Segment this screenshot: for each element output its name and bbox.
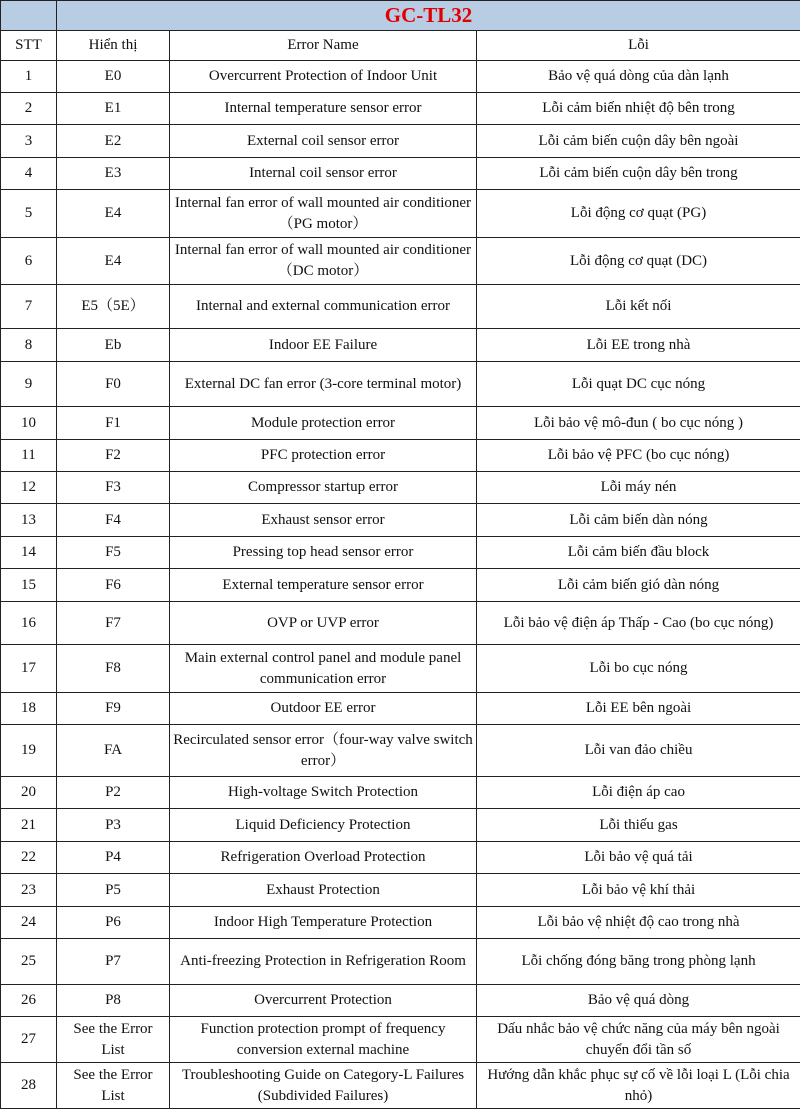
cell-stt: 17 <box>1 645 57 693</box>
cell-stt: 19 <box>1 725 57 777</box>
cell-display-code: E4 <box>57 238 170 285</box>
cell-error-name: Exhaust Protection <box>170 874 477 907</box>
cell-error-name: Outdoor EE error <box>170 693 477 725</box>
cell-vn-error: Lỗi bo cục nóng <box>477 645 800 693</box>
cell-stt: 28 <box>1 1063 57 1109</box>
table-row <box>1 693 800 725</box>
header-row <box>1 31 800 61</box>
cell-vn-error: Lỗi cảm biến đầu block <box>477 537 800 569</box>
cell-stt: 23 <box>1 874 57 907</box>
header-error-name: Error Name <box>170 31 477 61</box>
cell-display-code: E0 <box>57 61 170 93</box>
cell-stt: 26 <box>1 985 57 1017</box>
table-row <box>1 537 800 569</box>
cell-vn-error: Lỗi động cơ quạt (DC) <box>477 238 800 285</box>
cell-stt: 6 <box>1 238 57 285</box>
table-row <box>1 440 800 472</box>
cell-error-name: Main external control panel and module panel communication error <box>170 645 477 693</box>
table-row <box>1 362 800 407</box>
cell-vn-error: Hướng dẫn khắc phục sự cố về lỗi loại L (Lỗi chia nhỏ) <box>477 1063 800 1109</box>
cell-stt: 11 <box>1 440 57 472</box>
cell-stt: 21 <box>1 809 57 842</box>
cell-display-code: F1 <box>57 407 170 440</box>
cell-error-name: Internal coil sensor error <box>170 158 477 190</box>
cell-display-code: P3 <box>57 809 170 842</box>
cell-error-name: Refrigeration Overload Protection <box>170 842 477 874</box>
table-row <box>1 874 800 907</box>
cell-vn-error: Lỗi chống đóng băng trong phòng lạnh <box>477 939 800 985</box>
cell-vn-error: Lỗi động cơ quạt (PG) <box>477 190 800 238</box>
cell-display-code: F8 <box>57 645 170 693</box>
cell-stt: 20 <box>1 777 57 809</box>
cell-error-name: High-voltage Switch Protection <box>170 777 477 809</box>
cell-error-name: External coil sensor error <box>170 125 477 158</box>
cell-vn-error: Lỗi bảo vệ điện áp Thấp - Cao (bo cục nóng) <box>477 602 800 645</box>
cell-error-name: Internal temperature sensor error <box>170 93 477 125</box>
cell-stt: 8 <box>1 329 57 362</box>
cell-vn-error: Lỗi cảm biến cuộn dây bên ngoài <box>477 125 800 158</box>
cell-error-name: Internal fan error of wall mounted air conditioner（DC motor） <box>170 238 477 285</box>
cell-display-code: F5 <box>57 537 170 569</box>
title-corner-cell <box>1 1 57 31</box>
cell-display-code: P7 <box>57 939 170 985</box>
table-row <box>1 777 800 809</box>
cell-stt: 16 <box>1 602 57 645</box>
cell-vn-error: Lỗi EE trong nhà <box>477 329 800 362</box>
cell-display-code: P8 <box>57 985 170 1017</box>
cell-error-name: Liquid Deficiency Protection <box>170 809 477 842</box>
cell-error-name: Internal and external communication error <box>170 285 477 329</box>
cell-display-code: P5 <box>57 874 170 907</box>
cell-stt: 1 <box>1 61 57 93</box>
cell-error-name: Overcurrent Protection <box>170 985 477 1017</box>
cell-stt: 3 <box>1 125 57 158</box>
cell-vn-error: Lỗi EE bên ngoài <box>477 693 800 725</box>
cell-error-name: Compressor startup error <box>170 472 477 504</box>
cell-display-code: E5（5E） <box>57 285 170 329</box>
cell-vn-error: Bảo vệ quá dòng <box>477 985 800 1017</box>
cell-display-code: F6 <box>57 569 170 602</box>
cell-stt: 14 <box>1 537 57 569</box>
cell-stt: 12 <box>1 472 57 504</box>
title-row <box>1 1 800 31</box>
table-row <box>1 61 800 93</box>
cell-display-code: E1 <box>57 93 170 125</box>
cell-vn-error: Lỗi bảo vệ PFC (bo cục nóng) <box>477 440 800 472</box>
table-title: GC-TL32 <box>57 1 800 31</box>
table-row <box>1 985 800 1017</box>
table-row <box>1 907 800 939</box>
table-row <box>1 407 800 440</box>
cell-display-code: E2 <box>57 125 170 158</box>
cell-error-name: OVP or UVP error <box>170 602 477 645</box>
cell-stt: 4 <box>1 158 57 190</box>
cell-stt: 22 <box>1 842 57 874</box>
cell-vn-error: Lỗi quạt DC cục nóng <box>477 362 800 407</box>
cell-display-code: F7 <box>57 602 170 645</box>
table-row <box>1 125 800 158</box>
cell-display-code: See the Error List <box>57 1063 170 1109</box>
cell-error-name: Module protection error <box>170 407 477 440</box>
cell-display-code: E4 <box>57 190 170 238</box>
cell-error-name: Function protection prompt of frequency conversion external machine <box>170 1017 477 1063</box>
table-row <box>1 569 800 602</box>
cell-stt: 7 <box>1 285 57 329</box>
table-row <box>1 725 800 777</box>
cell-error-name: PFC protection error <box>170 440 477 472</box>
cell-vn-error: Lỗi bảo vệ nhiệt độ cao trong nhà <box>477 907 800 939</box>
header-stt: STT <box>1 31 57 61</box>
cell-display-code: F2 <box>57 440 170 472</box>
cell-error-name: Overcurrent Protection of Indoor Unit <box>170 61 477 93</box>
cell-stt: 13 <box>1 504 57 537</box>
table-row <box>1 190 800 238</box>
cell-display-code: P6 <box>57 907 170 939</box>
cell-vn-error: Lỗi bảo vệ quá tải <box>477 842 800 874</box>
cell-stt: 24 <box>1 907 57 939</box>
table-row <box>1 809 800 842</box>
cell-vn-error: Lỗi máy nén <box>477 472 800 504</box>
cell-vn-error: Lỗi điện áp cao <box>477 777 800 809</box>
cell-vn-error: Dấu nhắc bảo vệ chức năng của máy bên ngoài chuyển đổi tần số <box>477 1017 800 1063</box>
table-row <box>1 645 800 693</box>
cell-vn-error: Lỗi thiếu gas <box>477 809 800 842</box>
cell-display-code: F3 <box>57 472 170 504</box>
table-row <box>1 329 800 362</box>
cell-display-code: P4 <box>57 842 170 874</box>
cell-display-code: Eb <box>57 329 170 362</box>
table-row <box>1 1063 800 1109</box>
cell-vn-error: Lỗi bảo vệ khí thải <box>477 874 800 907</box>
cell-display-code: P2 <box>57 777 170 809</box>
cell-error-name: Pressing top head sensor error <box>170 537 477 569</box>
cell-error-name: Indoor EE Failure <box>170 329 477 362</box>
table-row <box>1 842 800 874</box>
table-row <box>1 1017 800 1063</box>
table-row <box>1 504 800 537</box>
cell-display-code: F4 <box>57 504 170 537</box>
header-vn: Lỗi <box>477 31 800 61</box>
cell-vn-error: Lỗi van đảo chiều <box>477 725 800 777</box>
cell-display-code: F0 <box>57 362 170 407</box>
cell-error-name: Troubleshooting Guide on Category-L Failures (Subdivided Failures) <box>170 1063 477 1109</box>
cell-stt: 5 <box>1 190 57 238</box>
cell-error-name: Recirculated sensor error（four-way valve switch error） <box>170 725 477 777</box>
cell-error-name: Exhaust sensor error <box>170 504 477 537</box>
cell-stt: 18 <box>1 693 57 725</box>
cell-display-code: FA <box>57 725 170 777</box>
cell-error-name: Indoor High Temperature Protection <box>170 907 477 939</box>
cell-vn-error: Bảo vệ quá dòng của dàn lạnh <box>477 61 800 93</box>
cell-stt: 15 <box>1 569 57 602</box>
cell-error-name: Anti-freezing Protection in Refrigeration Room <box>170 939 477 985</box>
table-row <box>1 939 800 985</box>
table-row <box>1 158 800 190</box>
cell-error-name: External temperature sensor error <box>170 569 477 602</box>
table-row <box>1 602 800 645</box>
cell-vn-error: Lỗi bảo vệ mô-đun ( bo cục nóng ) <box>477 407 800 440</box>
cell-vn-error: Lỗi cảm biến cuộn dây bên trong <box>477 158 800 190</box>
cell-display-code: E3 <box>57 158 170 190</box>
cell-vn-error: Lỗi cảm biến dàn nóng <box>477 504 800 537</box>
cell-vn-error: Lỗi cảm biến gió dàn nóng <box>477 569 800 602</box>
table-row <box>1 93 800 125</box>
cell-stt: 27 <box>1 1017 57 1063</box>
cell-stt: 2 <box>1 93 57 125</box>
cell-stt: 25 <box>1 939 57 985</box>
cell-error-name: External DC fan error (3-core terminal motor) <box>170 362 477 407</box>
cell-stt: 10 <box>1 407 57 440</box>
header-display: Hiển thị <box>57 31 170 61</box>
cell-vn-error: Lỗi kết nối <box>477 285 800 329</box>
table-row <box>1 285 800 329</box>
cell-vn-error: Lỗi cảm biến nhiệt độ bên trong <box>477 93 800 125</box>
table-row <box>1 472 800 504</box>
table-row <box>1 238 800 285</box>
cell-error-name: Internal fan error of wall mounted air conditioner（PG motor） <box>170 190 477 238</box>
cell-stt: 9 <box>1 362 57 407</box>
cell-display-code: See the Error List <box>57 1017 170 1063</box>
cell-display-code: F9 <box>57 693 170 725</box>
